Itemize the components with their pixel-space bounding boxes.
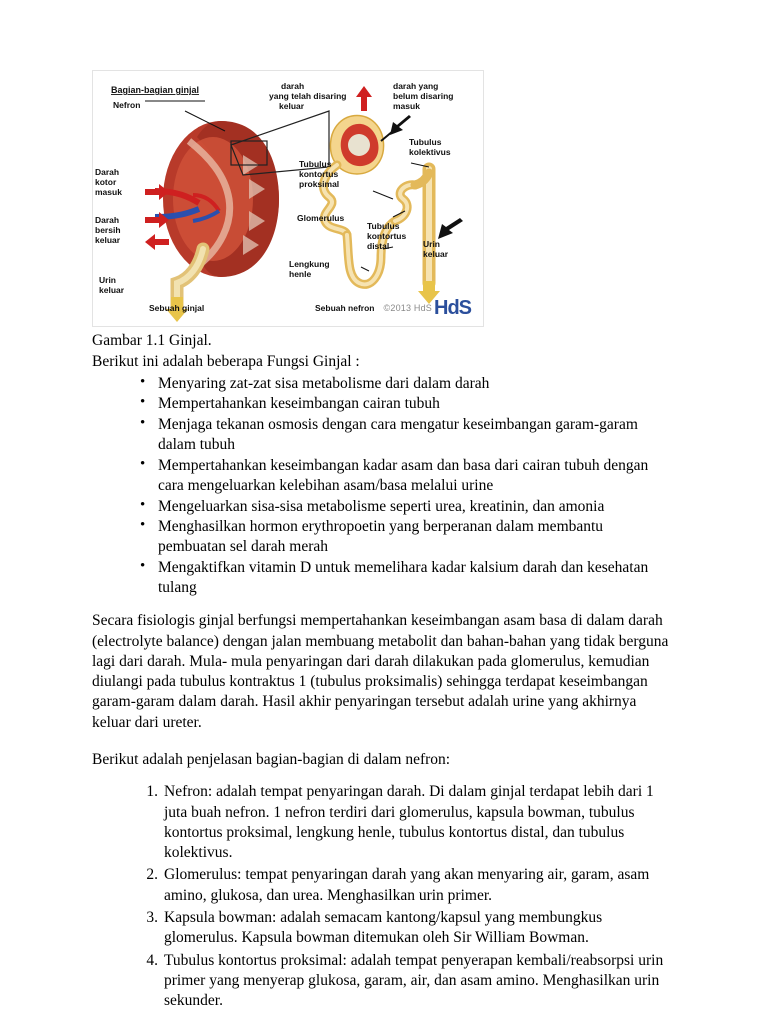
svg-text:Tubulus: Tubulus [299, 159, 332, 169]
nephron-lead-in: Berikut adalah penjelasan bagian-bagian di dalam nefron: [92, 750, 451, 768]
list-item: • Mempertahankan keseimbangan kadar asam dan basa dari cairan tubuh dengan cara mengeluarkan kelebihan asam/basa melalui urine [140, 456, 672, 496]
figure-caption: Gambar 1.1 Ginjal. [92, 332, 212, 349]
svg-text:masuk: masuk [393, 101, 420, 111]
svg-text:darah yang: darah yang [393, 81, 439, 91]
svg-text:yang telah disaring: yang telah disaring [269, 91, 347, 101]
svg-text:Darah: Darah [95, 215, 120, 225]
list-item: Tubulus kontortus proksimal: adalah tempat penyerapan kembali/reabsorpsi urin primer yang menyerap glukosa, garam, air, dan asam amino. Menghasilkan urin sekunder. [164, 951, 664, 1010]
svg-text:kontortus: kontortus [299, 169, 339, 179]
svg-text:keluar: keluar [99, 285, 125, 295]
svg-text:keluar: keluar [95, 235, 121, 245]
svg-text:keluar: keluar [423, 249, 449, 259]
svg-text:Tubulus: Tubulus [409, 137, 442, 147]
list-item: Kapsula bowman: adalah semacam kantong/kapsul yang membungkus glomerulus. Kapsula bowman ditemukan oleh Sir William Bowman. [164, 909, 603, 947]
svg-text:masuk: masuk [95, 187, 122, 197]
svg-text:bersih: bersih [95, 225, 121, 235]
figure-watermark: ©2013 HdS HdS [383, 297, 471, 319]
svg-text:Lengkung: Lengkung [289, 259, 330, 269]
kidney-nephron-figure [92, 70, 484, 327]
nephron-parts-list [92, 782, 672, 1011]
svg-text:Sebuah nefron: Sebuah nefron [315, 303, 375, 313]
functions-intro: Berikut ini adalah beberapa Fungsi Ginjal : [92, 352, 360, 370]
list-item: Glomerulus: tempat penyaringan darah yang akan menyaring air, garam, asam amino, glukosa, dan urea. Menghasilkan urin primer. [164, 866, 650, 904]
svg-text:Glomerulus: Glomerulus [297, 213, 345, 223]
svg-text:Urin: Urin [423, 239, 440, 249]
svg-text:keluar: keluar [279, 101, 305, 111]
list-item: • Menyaring zat-zat sisa metabolisme dari dalam darah [140, 374, 672, 394]
svg-text:distal: distal [367, 241, 390, 251]
svg-text:kontortus: kontortus [367, 231, 407, 241]
svg-text:henle: henle [289, 269, 312, 279]
list-item: • Mengaktifkan vitamin D untuk memelihara kadar kalsium darah dan kesehatan tulang [140, 558, 672, 598]
svg-text:Tubulus: Tubulus [367, 221, 400, 231]
svg-text:kotor: kotor [95, 177, 117, 187]
list-item: • Menghasilkan hormon erythropoetin yang berperanan dalam membantu pembuatan sel darah merah [140, 517, 672, 557]
svg-text:kolektivus: kolektivus [409, 147, 451, 157]
svg-text:proksimal: proksimal [299, 179, 340, 189]
list-item: • Mempertahankan keseimbangan cairan tubuh [140, 394, 672, 414]
svg-text:darah: darah [281, 81, 305, 91]
svg-text:Nefron: Nefron [113, 100, 141, 110]
list-item: • Menjaga tekanan osmosis dengan cara mengatur keseimbangan garam-garam dalam tubuh [140, 415, 672, 455]
kidney-diagram-svg [93, 71, 483, 326]
svg-text:Sebuah ginjal: Sebuah ginjal [149, 303, 205, 313]
svg-text:Bagian-bagian ginjal: Bagian-bagian ginjal [111, 85, 200, 95]
svg-text:Darah: Darah [95, 167, 120, 177]
list-item: • Mengeluarkan sisa-sisa metabolisme seperti urea, kreatinin, dan amonia [140, 497, 672, 517]
svg-text:Urin: Urin [99, 275, 116, 285]
svg-text:belum disaring: belum disaring [393, 91, 454, 101]
physiology-paragraph: Secara fisiologis ginjal berfungsi mempertahankan keseimbangan asam basa di dalam darah (electrolyte balance) dengan jalan membuang metabolit dan bahan-bahan yang tidak berguna lagi dari darah. Mula- mula penyaringan dari darah dilakukan pada glomerulus, kemudian diulangi pada tubulus kontraktus 1 (tubulus proksimalis) sehingga terdapat keseimbangan garam-garam dalam darah. Hasil akhir penyaringan tersebut adalah urine yang akhirnya keluar dari ureter. [92, 612, 669, 731]
kidney-functions-list [92, 374, 672, 599]
list-item: Nefron: adalah tempat penyaringan darah. Di dalam ginjal terdapat lebih dari 1 juta buah nefron. 1 nefron terdiri dari glomerulus, kapsula bowman, tubulus kontortus proksimal, lengkung henle, tubulus kontortus distal, dan tubulus kolektivus. [164, 783, 654, 862]
